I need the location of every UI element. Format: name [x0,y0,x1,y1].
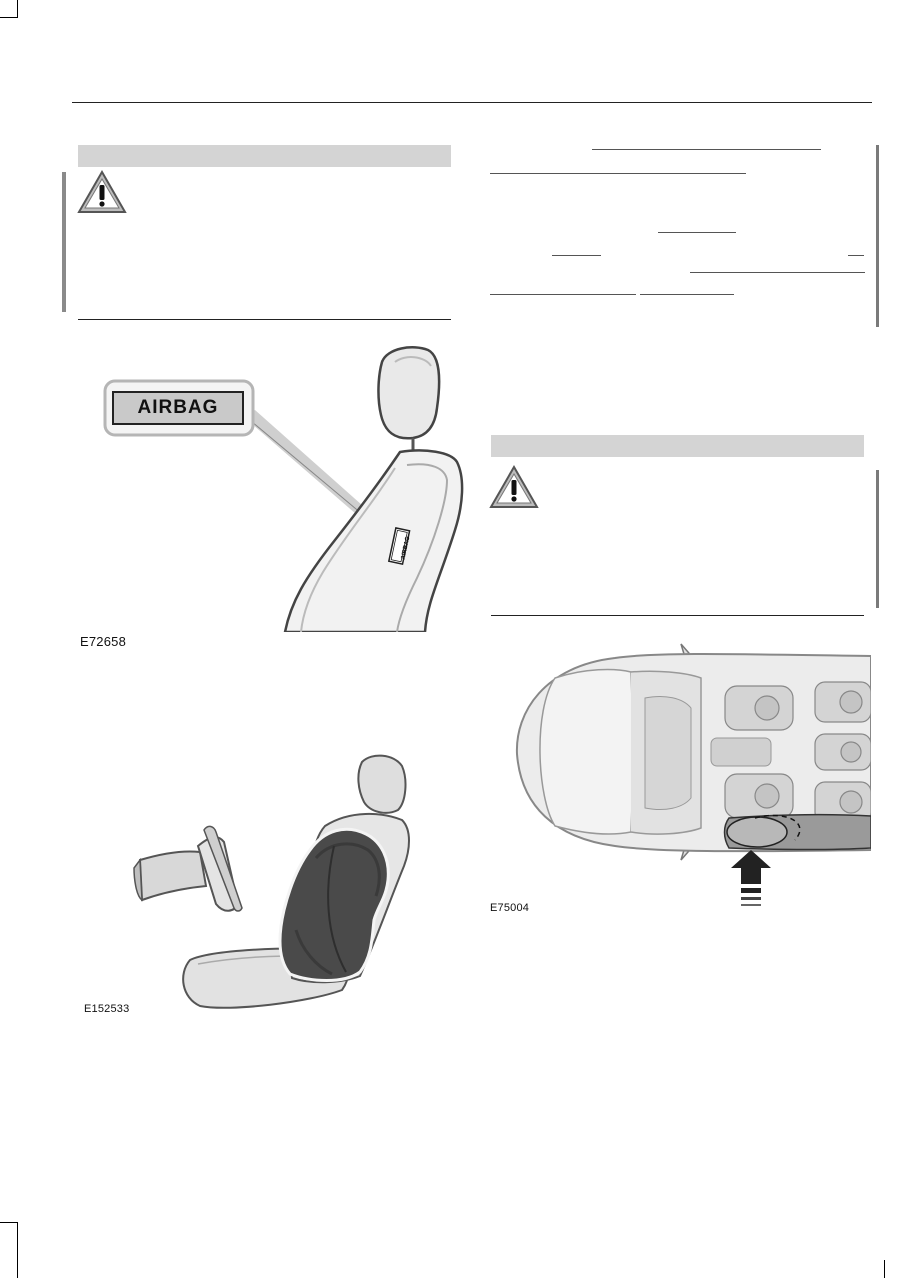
crop-mark-bottom-left-v [17,1222,18,1278]
warning-triangle-icon [489,465,539,509]
crop-mark-bottom-right-v [884,1260,885,1278]
airbag-seat-tag-text: AIRBAG [400,535,412,561]
underline-2 [490,173,746,174]
crop-mark-top-left-v [17,0,18,18]
warning-triangle-icon [77,170,127,214]
underline-7 [490,294,636,295]
warning-box-left [62,172,67,312]
change-bar-right-bottom [876,470,879,608]
figure-code-e152533: E152533 [84,1003,130,1015]
underline-4 [552,255,601,256]
seat-label-illustration [95,340,475,632]
underline-8 [640,294,734,295]
crop-mark-top-left-h [0,17,18,18]
airbag-callout-text: AIRBAG [137,397,219,418]
crop-mark-bottom-left-h [0,1222,18,1223]
figure-code-e75004: E75004 [490,902,530,914]
underline-6 [690,272,865,273]
warning-end-rule-left [78,319,451,320]
underline-5 [848,255,864,256]
warning-end-rule-right [491,615,864,616]
figure-code-e72658: E72658 [80,634,127,649]
car-top-view-illustration [515,638,871,914]
seat-airbag-illustration [120,750,430,1020]
change-bar-right-top [876,145,879,327]
underline-3 [658,232,736,233]
section-heading-bar-left [78,145,451,167]
header-rule [72,102,872,103]
section-heading-bar-right [491,435,864,457]
underline-1 [592,149,821,150]
